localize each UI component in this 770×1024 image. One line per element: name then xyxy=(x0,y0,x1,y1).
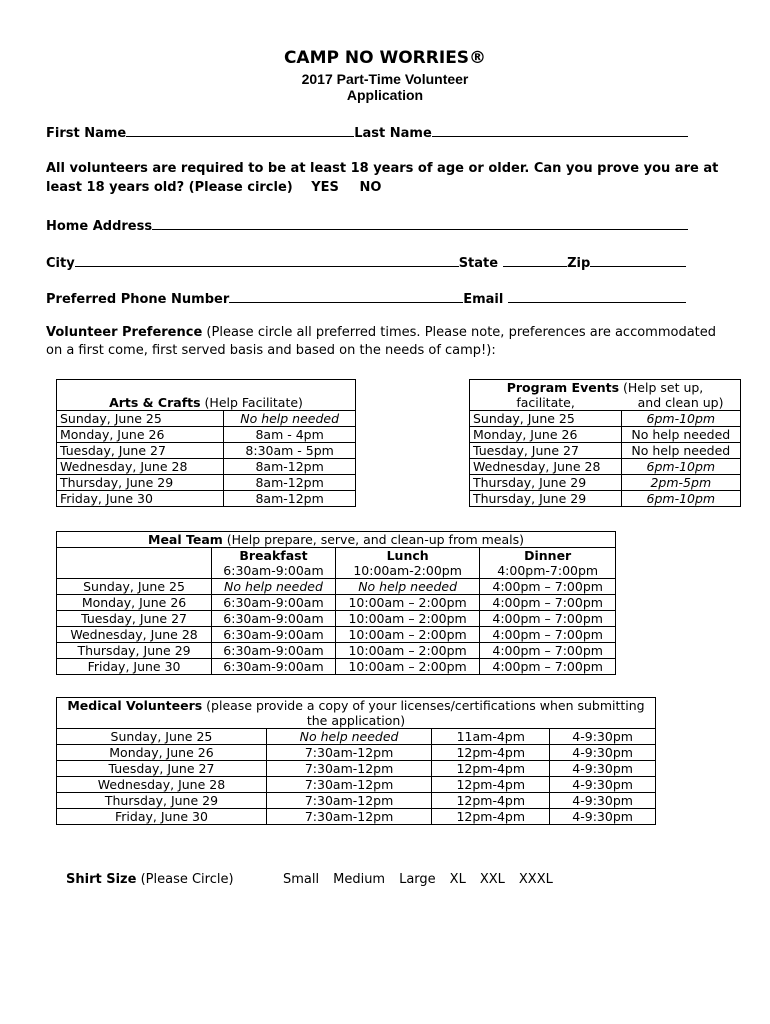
arts-day: Thursday, June 29 xyxy=(57,475,224,491)
medical-day: Wednesday, June 28 xyxy=(57,777,267,793)
arts-day: Sunday, June 25 xyxy=(57,411,224,427)
program-day: Thursday, June 29 xyxy=(470,475,622,491)
form-subtitle-2: Application xyxy=(346,87,424,103)
meal-col-breakfast: Breakfast xyxy=(239,548,308,563)
age-question-text: least 18 years old? (Please circle) xyxy=(46,180,293,195)
medical-time[interactable]: No help needed xyxy=(266,729,431,745)
table-row xyxy=(57,443,356,459)
table-row xyxy=(470,411,741,427)
table-row xyxy=(57,595,616,611)
medical-time[interactable]: 4-9:30pm xyxy=(550,745,656,761)
medical-day: Sunday, June 25 xyxy=(57,729,267,745)
medical-time[interactable]: 12pm-4pm xyxy=(432,809,550,825)
shirt-note: (Please Circle) xyxy=(140,872,234,887)
meal-time[interactable]: 6:30am-9:00am xyxy=(212,611,336,627)
meal-day: Monday, June 26 xyxy=(57,595,212,611)
preference-text-2: on a first come, first served basis and based on the needs of camp!): xyxy=(46,343,496,358)
arts-note: (Help Facilitate) xyxy=(204,395,303,410)
city-row xyxy=(46,254,686,271)
program-day: Monday, June 26 xyxy=(470,427,622,443)
shirt-size-row xyxy=(66,872,234,887)
meal-time-lunch: 10:00am-2:00pm xyxy=(335,563,479,579)
program-day: Thursday, June 29 xyxy=(470,491,622,507)
medical-day: Friday, June 30 xyxy=(57,809,267,825)
form-subtitle: 2017 Part-Time Volunteer xyxy=(301,71,469,87)
age-question-line2 xyxy=(46,180,381,195)
meal-day: Wednesday, June 28 xyxy=(57,627,212,643)
table-row xyxy=(57,745,656,761)
medical-note-1: (please provide a copy of your licenses/certifications when submitting xyxy=(206,698,645,713)
table-row xyxy=(57,659,616,675)
arts-time[interactable]: 8:30am - 5pm xyxy=(224,443,356,459)
medical-time[interactable]: 7:30am-12pm xyxy=(266,761,431,777)
table-row xyxy=(57,491,356,507)
table-row xyxy=(57,411,356,427)
meal-time[interactable]: 4:00pm – 7:00pm xyxy=(480,643,616,659)
arts-crafts-table xyxy=(56,379,356,507)
medical-time[interactable]: 7:30am-12pm xyxy=(266,745,431,761)
table-row xyxy=(57,611,616,627)
table-row xyxy=(470,459,741,475)
program-note-1: (Help set up, xyxy=(623,380,704,395)
program-day: Tuesday, June 27 xyxy=(470,443,622,459)
meal-time[interactable]: 4:00pm – 7:00pm xyxy=(480,659,616,675)
meal-time[interactable]: 10:00am – 2:00pm xyxy=(335,627,479,643)
medical-day: Monday, June 26 xyxy=(57,745,267,761)
arts-time[interactable]: 8am-12pm xyxy=(224,475,356,491)
table-row xyxy=(57,459,356,475)
zip-field[interactable] xyxy=(590,254,686,267)
table-row xyxy=(470,491,741,507)
arts-day: Wednesday, June 28 xyxy=(57,459,224,475)
medical-time[interactable]: 11am-4pm xyxy=(432,729,550,745)
arts-heading: Arts & Crafts xyxy=(109,395,201,410)
state-label: State xyxy=(458,256,499,271)
table-row xyxy=(57,777,656,793)
no-option[interactable]: NO xyxy=(359,180,382,195)
program-note-2a: facilitate, xyxy=(470,395,622,411)
first-name-label: First Name xyxy=(46,126,127,141)
shirt-size-option[interactable]: Large xyxy=(399,872,436,887)
medical-time[interactable]: 4-9:30pm xyxy=(550,809,656,825)
program-note-2b: and clean up) xyxy=(621,395,740,411)
zip-label: Zip xyxy=(567,256,591,271)
email-label: Email xyxy=(463,292,504,307)
preference-text-1: (Please circle all preferred times. Please note, preferences are accommodated xyxy=(206,325,717,340)
table-row xyxy=(57,427,356,443)
arts-heading-cell xyxy=(57,395,356,411)
meal-time[interactable]: 4:00pm – 7:00pm xyxy=(480,611,616,627)
medical-heading: Medical Volunteers xyxy=(67,698,203,713)
program-time[interactable]: No help needed xyxy=(621,443,740,459)
program-heading-cell xyxy=(470,380,741,396)
meal-heading: Meal Team xyxy=(148,532,223,547)
meal-time[interactable]: 4:00pm – 7:00pm xyxy=(480,627,616,643)
shirt-size-option[interactable]: Small xyxy=(283,872,320,887)
meal-time[interactable]: 4:00pm – 7:00pm xyxy=(480,595,616,611)
medical-time[interactable]: 12pm-4pm xyxy=(432,761,550,777)
shirt-size-option[interactable]: XXXL xyxy=(518,872,553,887)
meal-time[interactable]: 10:00am – 2:00pm xyxy=(335,595,479,611)
preference-paragraph xyxy=(46,324,726,360)
shirt-size-option[interactable]: XXL xyxy=(479,872,505,887)
meal-note: (Help prepare, serve, and clean-up from meals) xyxy=(226,532,524,547)
arts-time[interactable]: 8am-12pm xyxy=(224,459,356,475)
table-row xyxy=(57,643,616,659)
arts-day: Friday, June 30 xyxy=(57,491,224,507)
medical-time[interactable]: 12pm-4pm xyxy=(432,745,550,761)
meal-day: Thursday, June 29 xyxy=(57,643,212,659)
meal-col-lunch: Lunch xyxy=(386,548,429,563)
phone-field[interactable] xyxy=(229,290,463,303)
last-name-field[interactable] xyxy=(432,124,688,137)
medical-day: Thursday, June 29 xyxy=(57,793,267,809)
last-name-label: Last Name xyxy=(354,126,432,141)
meal-day: Friday, June 30 xyxy=(57,659,212,675)
phone-label: Preferred Phone Number xyxy=(46,292,230,307)
arts-time[interactable]: 8am - 4pm xyxy=(224,427,356,443)
meal-time[interactable]: 10:00am – 2:00pm xyxy=(335,643,479,659)
table-row xyxy=(57,761,656,777)
city-label: City xyxy=(46,256,75,271)
table-row xyxy=(57,809,656,825)
city-field[interactable] xyxy=(75,254,459,267)
meal-time[interactable]: 6:30am-9:00am xyxy=(212,627,336,643)
meal-day: Tuesday, June 27 xyxy=(57,611,212,627)
arts-day: Tuesday, June 27 xyxy=(57,443,224,459)
medical-time[interactable]: 4-9:30pm xyxy=(550,777,656,793)
medical-time[interactable]: 4-9:30pm xyxy=(550,793,656,809)
table-row xyxy=(470,443,741,459)
meal-time[interactable]: 10:00am – 2:00pm xyxy=(335,659,479,675)
program-time[interactable]: 6pm-10pm xyxy=(621,491,740,507)
meal-time[interactable]: No help needed xyxy=(335,579,479,595)
meal-time[interactable]: 6:30am-9:00am xyxy=(212,595,336,611)
table-row xyxy=(57,475,356,491)
shirt-size-options xyxy=(283,872,567,887)
table-row xyxy=(57,579,616,595)
program-day: Sunday, June 25 xyxy=(470,411,622,427)
arts-time[interactable]: No help needed xyxy=(224,411,356,427)
meal-team-table xyxy=(56,531,616,675)
medical-time[interactable]: 12pm-4pm xyxy=(432,793,550,809)
medical-time[interactable]: 4-9:30pm xyxy=(550,729,656,745)
meal-day: Sunday, June 25 xyxy=(57,579,212,595)
meal-time-breakfast: 6:30am-9:00am xyxy=(212,563,336,579)
address-row xyxy=(46,217,688,234)
program-heading: Program Events xyxy=(506,380,620,395)
meal-time[interactable]: No help needed xyxy=(212,579,336,595)
table-row xyxy=(57,729,656,745)
program-time[interactable]: 2pm-5pm xyxy=(621,475,740,491)
meal-col-dinner: Dinner xyxy=(524,548,572,563)
meal-time[interactable]: 10:00am – 2:00pm xyxy=(335,611,479,627)
shirt-label: Shirt Size xyxy=(66,872,137,887)
home-address-label: Home Address xyxy=(46,219,153,234)
medical-time[interactable]: 4-9:30pm xyxy=(550,761,656,777)
first-name-field[interactable] xyxy=(126,124,354,137)
state-field[interactable] xyxy=(503,254,567,267)
table-row xyxy=(57,793,656,809)
phone-row xyxy=(46,290,686,307)
meal-heading-cell xyxy=(57,532,616,548)
program-time[interactable]: 6pm-10pm xyxy=(621,411,740,427)
program-events-table xyxy=(469,379,741,507)
form-title: CAMP NO WORRIES® xyxy=(283,48,487,68)
shirt-size-option[interactable]: XL xyxy=(449,872,466,887)
medical-heading-cell xyxy=(57,698,656,714)
table-row xyxy=(470,475,741,491)
program-day: Wednesday, June 28 xyxy=(470,459,622,475)
name-row xyxy=(46,124,688,141)
table-row xyxy=(470,427,741,443)
medical-time[interactable]: 7:30am-12pm xyxy=(266,809,431,825)
program-time[interactable]: No help needed xyxy=(621,427,740,443)
medical-time[interactable]: 7:30am-12pm xyxy=(266,777,431,793)
medical-time[interactable]: 12pm-4pm xyxy=(432,777,550,793)
yes-option[interactable]: YES xyxy=(311,180,339,195)
medical-day: Tuesday, June 27 xyxy=(57,761,267,777)
meal-time[interactable]: 4:00pm – 7:00pm xyxy=(480,579,616,595)
meal-time[interactable]: 6:30am-9:00am xyxy=(212,643,336,659)
home-address-field[interactable] xyxy=(152,217,688,230)
medical-time[interactable]: 7:30am-12pm xyxy=(266,793,431,809)
medical-note-2: the application) xyxy=(57,713,656,729)
preference-heading: Volunteer Preference xyxy=(46,325,203,340)
arts-day: Monday, June 26 xyxy=(57,427,224,443)
email-field[interactable] xyxy=(508,290,686,303)
program-time[interactable]: 6pm-10pm xyxy=(621,459,740,475)
table-row xyxy=(57,627,616,643)
arts-time[interactable]: 8am-12pm xyxy=(224,491,356,507)
meal-time-dinner: 4:00pm-7:00pm xyxy=(480,563,616,579)
shirt-size-option[interactable]: Medium xyxy=(333,872,386,887)
meal-time[interactable]: 6:30am-9:00am xyxy=(212,659,336,675)
medical-volunteers-table xyxy=(56,697,656,825)
age-question-line1: All volunteers are required to be at least 18 years of age or older. Can you prove you are at xyxy=(46,161,719,176)
